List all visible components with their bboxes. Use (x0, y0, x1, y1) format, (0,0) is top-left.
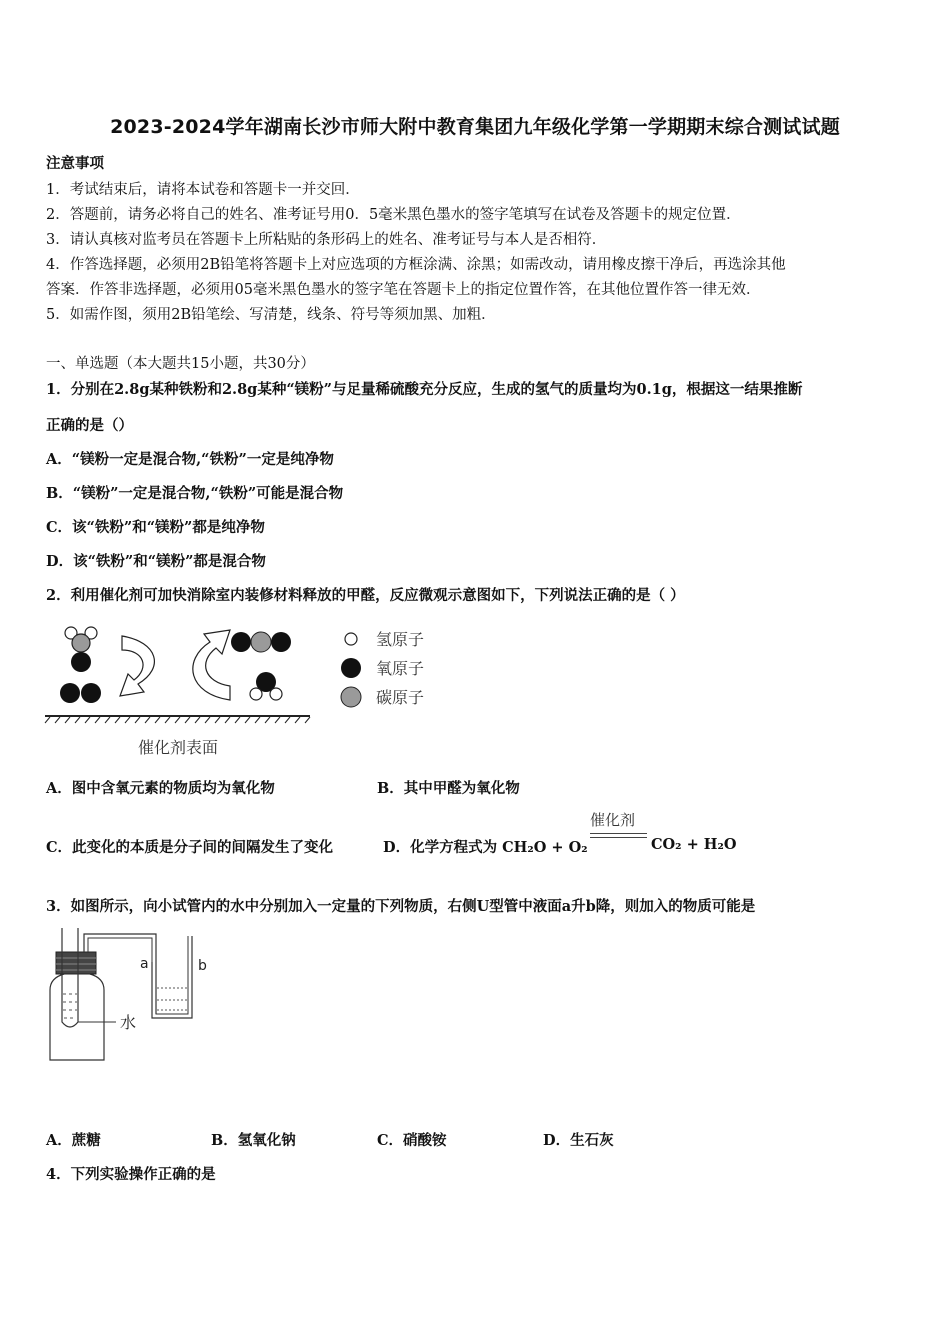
equation-double-bar (590, 837, 647, 838)
q2-option-a: A．图中含氧元素的物质均为氧化物 (46, 780, 275, 797)
oxygen-atom (231, 632, 251, 652)
notice-item-5: 5．如需作图，须用2B铅笔绘、写清楚，线条、符号等须加黑、加粗． (46, 307, 496, 323)
q3-option-c: C．硝酸铵 (377, 1132, 447, 1149)
section-heading: 一、单选题（本大题共15小题，共30分） (46, 356, 315, 372)
label-a: a (140, 956, 149, 972)
q1-option-a: A．“镁粉一定是混合物,“铁粉”一定是纯净物 (46, 451, 334, 468)
carbon-atom (251, 632, 271, 652)
q2-stem: 2．利用催化剂可加快消除室内装修材料释放的甲醛，反应微观示意图如下，下列说法正确的是（ ） (46, 587, 685, 604)
q2-option-d-suffix: CO₂ + H₂O (651, 836, 737, 853)
q1-stem-line2: 正确的是（） (46, 417, 133, 434)
legend-hydrogen-label: 氢原子 (376, 630, 425, 649)
q2-option-d-prefix: D．化学方程式为 CH₂O + O₂ (383, 839, 588, 856)
q1-option-c: C．该“铁粉”和“镁粉”都是纯净物 (46, 519, 265, 536)
oxygen-atom (71, 652, 91, 672)
q2-option-d-catalyst: 催化剂 (590, 811, 636, 829)
label-water: 水 (120, 1013, 137, 1032)
oxygen-atom (81, 683, 101, 703)
hydrogen-atom (250, 688, 262, 700)
q4-stem: 4．下列实验操作正确的是 (46, 1166, 216, 1183)
legend-carbon-label: 碳原子 (376, 688, 425, 707)
notice-item-3: 3．请认真核对监考员在答题卡上所粘贴的条形码上的姓名、准考证号与本人是否相符． (46, 232, 607, 248)
legend-oxygen-label: 氧原子 (376, 659, 425, 678)
flask-outline (50, 972, 104, 1060)
label-b: b (198, 958, 207, 974)
q1-stem-line1: 1．分别在2.8g某种铁粉和2.8g某种“镁粉”与足量稀硫酸充分反应，生成的氢气的质量均为0.1g，根据这一结果推断 (46, 381, 803, 398)
carbon-atom (72, 634, 90, 652)
q2-option-c: C．此变化的本质是分子间的间隔发生了变化 (46, 839, 334, 856)
q3-apparatus-diagram (40, 922, 240, 1072)
notice-heading: 注意事项 (46, 156, 104, 172)
q3-option-d: D．生石灰 (543, 1132, 614, 1149)
equation-double-bar (590, 833, 647, 834)
legend-hydrogen-icon (345, 633, 357, 645)
legend-carbon-icon (341, 687, 361, 707)
curved-arrow-icon (193, 630, 230, 700)
catalyst-surface-label: 催化剂表面 (138, 738, 219, 757)
u-tube-liquid (157, 988, 187, 1010)
q3-option-a: A．蔗糖 (46, 1132, 101, 1149)
notice-item-1: 1．考试结束后，请将本试卷和答题卡一并交回． (46, 182, 360, 198)
legend-oxygen-icon (341, 658, 361, 678)
q1-option-d: D．该“铁粉”和“镁粉”都是混合物 (46, 553, 266, 570)
q1-option-b: B．“镁粉”一定是混合物,“铁粉”可能是混合物 (46, 485, 344, 502)
exam-title: 2023-2024学年湖南长沙市师大附中教育集团九年级化学第一学期期末综合测试试题 (110, 116, 840, 138)
notice-item-4: 4．作答选择题，必须用2B铅笔将答题卡上对应选项的方框涂满、涂黑；如需改动，请用橡皮擦干净后，再选涂其他 (46, 257, 786, 273)
q3-option-b: B．氢氧化钠 (211, 1132, 296, 1149)
hydrogen-atom (270, 688, 282, 700)
notice-item-2: 2．答题前，请务必将自己的姓名、准考证号用0．5毫米黑色墨水的签字笔填写在试卷及答题卡的规定位置． (46, 207, 741, 223)
curved-arrow-icon (120, 636, 154, 696)
q2-reaction-diagram (40, 620, 460, 765)
oxygen-atom (271, 632, 291, 652)
q2-option-b: B．其中甲醛为氧化物 (377, 780, 520, 797)
oxygen-atom (60, 683, 80, 703)
u-tube (152, 936, 192, 1018)
q3-stem: 3．如图所示，向小试管内的水中分别加入一定量的下列物质，右侧U型管中液面a升b降，则加入的物质可能是 (46, 898, 756, 915)
catalyst-surface-hatching (45, 717, 310, 723)
notice-item-4-cont: 答案．作答非选择题，必须用05毫米黑色墨水的签字笔在答题卡上的指定位置作答，在其他位置作答一律无效． (46, 282, 761, 298)
